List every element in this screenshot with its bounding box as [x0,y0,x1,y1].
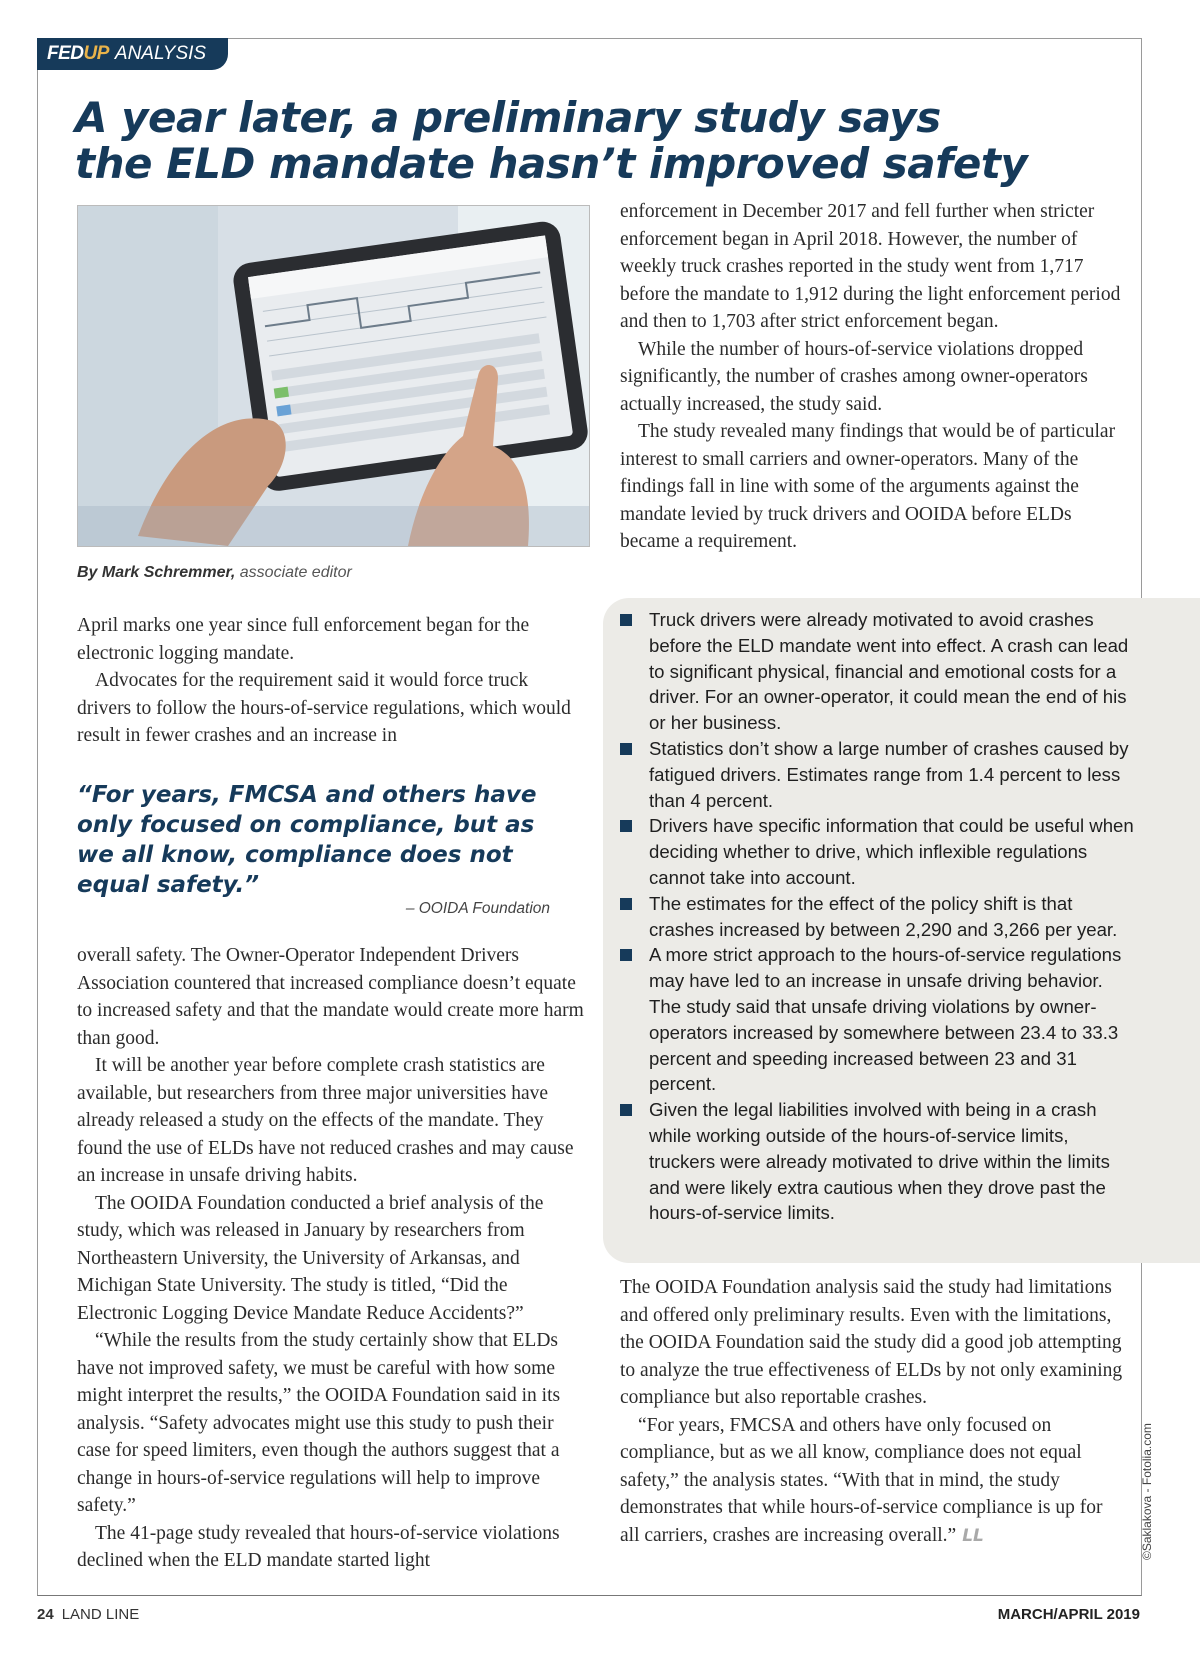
left-column-top [77,612,577,750]
photo-credit: ©Saklakova - Fotolia.com [1140,1423,1154,1560]
page-number: 24 [37,1606,54,1623]
bullet-square-icon [620,743,632,755]
byline [77,564,352,582]
paragraph: While the number of hours-of-service violations dropped significantly, the number of crashes among owner-operators actually increased, the study said. [620,338,1088,415]
paragraph: The 41-page study revealed that hours-of-service violations declined when the ELD mandate started light [77,1522,560,1571]
left-column-bottom [77,942,587,1575]
finding-item: Given the legal liabilities involved with being in a crash while working outside of the hours-of-service limits, truckers were already motivated to drive within the limits and were likely extra cautious when they drove past the hours-of-service limits. [620,1097,1135,1226]
tag-fed: FED [47,43,84,64]
finding-item: Drivers have specific information that could be useful when deciding whether to drive, which inflexible regulations cannot take into account. [620,813,1135,890]
paragraph: Advocates for the requirement said it would force truck drivers to follow the hours-of-service regulations, which would result in fewer crashes and an increase in [77,670,571,746]
tag-analysis: ANALYSIS [114,43,207,64]
bullet-square-icon [620,614,632,626]
byline-author: By Mark Schremmer, [77,564,236,581]
findings-list [620,607,1135,1226]
paragraph: The study revealed many findings that would be of particular interest to small carriers and owner-operators. Many of the findings fall in line with some of the arguments against the mandate levied by truck drivers and OOIDA before ELDs became a requirement. [620,421,1116,552]
finding-item: Truck drivers were already motivated to avoid crashes before the ELD mandate went into effect. A crash can lead to significant physical, financial and emotional costs for a driver. For an owner-operator, it could mean the end of his or her business. [620,607,1135,736]
headline-line-2: the ELD mandate hasn’t improved safety [75,139,1028,188]
bullet-square-icon [620,820,632,832]
closing-paragraph-text: “For years, FMCSA and others have only focused on compliance, but as we all know, compliance does not equal safety,” the analysis states. “With that in mind, the study demonstrates that while hours-of-service compliance is up for all carriers, crashes are increasing overall.” [620,1414,1103,1546]
bullet-square-icon [620,1104,632,1116]
pull-quote: “For years, FMCSA and others have only focused on compliance, but as we all know, compliance does not equal safety.” [77,782,537,898]
pull-quote-attribution: – OOIDA Foundation [405,900,550,917]
paragraph: “While the results from the study certainly show that ELDs have not improved safety, we must be careful with how some might interpret the results,” the OOIDA Foundation said in its analysis. “Safety advocates might use this study to push their case for speed limiters, even though the authors suggest that a change in hours-of-service regulations will help to improve safety.” [77,1330,561,1516]
finding-item: A more strict approach to the hours-of-service regulations may have led to an increase in unsafe driving behavior. The study said that unsafe driving violations by owner-operators increased by somewhere between 23.4 to 33.3 percent and speeding increased between 23 and 31 percent. [620,942,1135,1097]
paragraph: It will be another year before complete crash statistics are available, but researchers from three major universities have already released a study on the effects of the mandate. They found the use of ELDs have not reduced crashes and may cause an increase in unsafe driving habits. [77,1055,574,1186]
tablet-photo [77,205,590,547]
paragraph: enforcement in December 2017 and fell further when stricter enforcement began in April 2018. However, the number of weekly truck crashes reported in the study went from 1,717 before the mandate to 1,912 during the light enforcement period and then to 1,703 after strict enforcement began. [620,201,1121,332]
finding-item: The estimates for the effect of the policy shift is that crashes increased by between 2,290 and 3,266 per year. [620,891,1135,943]
finding-item: Statistics don’t show a large number of crashes caused by fatigued drivers. Estimates range from 1.4 percent to less than 4 percent. [620,736,1135,813]
byline-role: associate editor [239,564,352,581]
section-tag [37,38,228,70]
footer-left [37,1606,139,1623]
paragraph: April marks one year since full enforcement began for the electronic logging mandate. [77,615,530,664]
end-mark: LL [962,1525,984,1546]
magazine-name: LAND LINE [61,1606,140,1623]
right-column-bottom [620,1274,1125,1550]
bullet-square-icon [620,949,632,961]
headline-line-1: A year later, a preliminary study says [75,93,941,142]
paragraph: The OOIDA Foundation conducted a brief analysis of the study, which was released in January by researchers from Northeastern University, the University of Arkansas, and Michigan State University. The study is titled, “Did the Electronic Logging Device Mandate Reduce Accidents?” [77,1192,544,1324]
closing-paragraph [620,1412,1125,1551]
headline [75,95,1075,187]
issue-date: MARCH/APRIL 2019 [997,1606,1140,1623]
right-column-top [620,198,1125,556]
tablet-illustration [78,206,589,546]
paragraph: overall safety. The Owner-Operator Independent Drivers Association countered that increased compliance doesn’t equate to increased safety and that the mandate would create more harm than good. [77,945,584,1049]
tag-up: UP [83,43,109,64]
paragraph: The OOIDA Foundation analysis said the study had limitations and offered only preliminary results. Even with the limitations, the OOIDA Foundation said the study did a good job attempting to analyze the true effectiveness of ELDs by not only examining compliance but also reportable crashes. [620,1277,1123,1408]
bullet-square-icon [620,898,632,910]
